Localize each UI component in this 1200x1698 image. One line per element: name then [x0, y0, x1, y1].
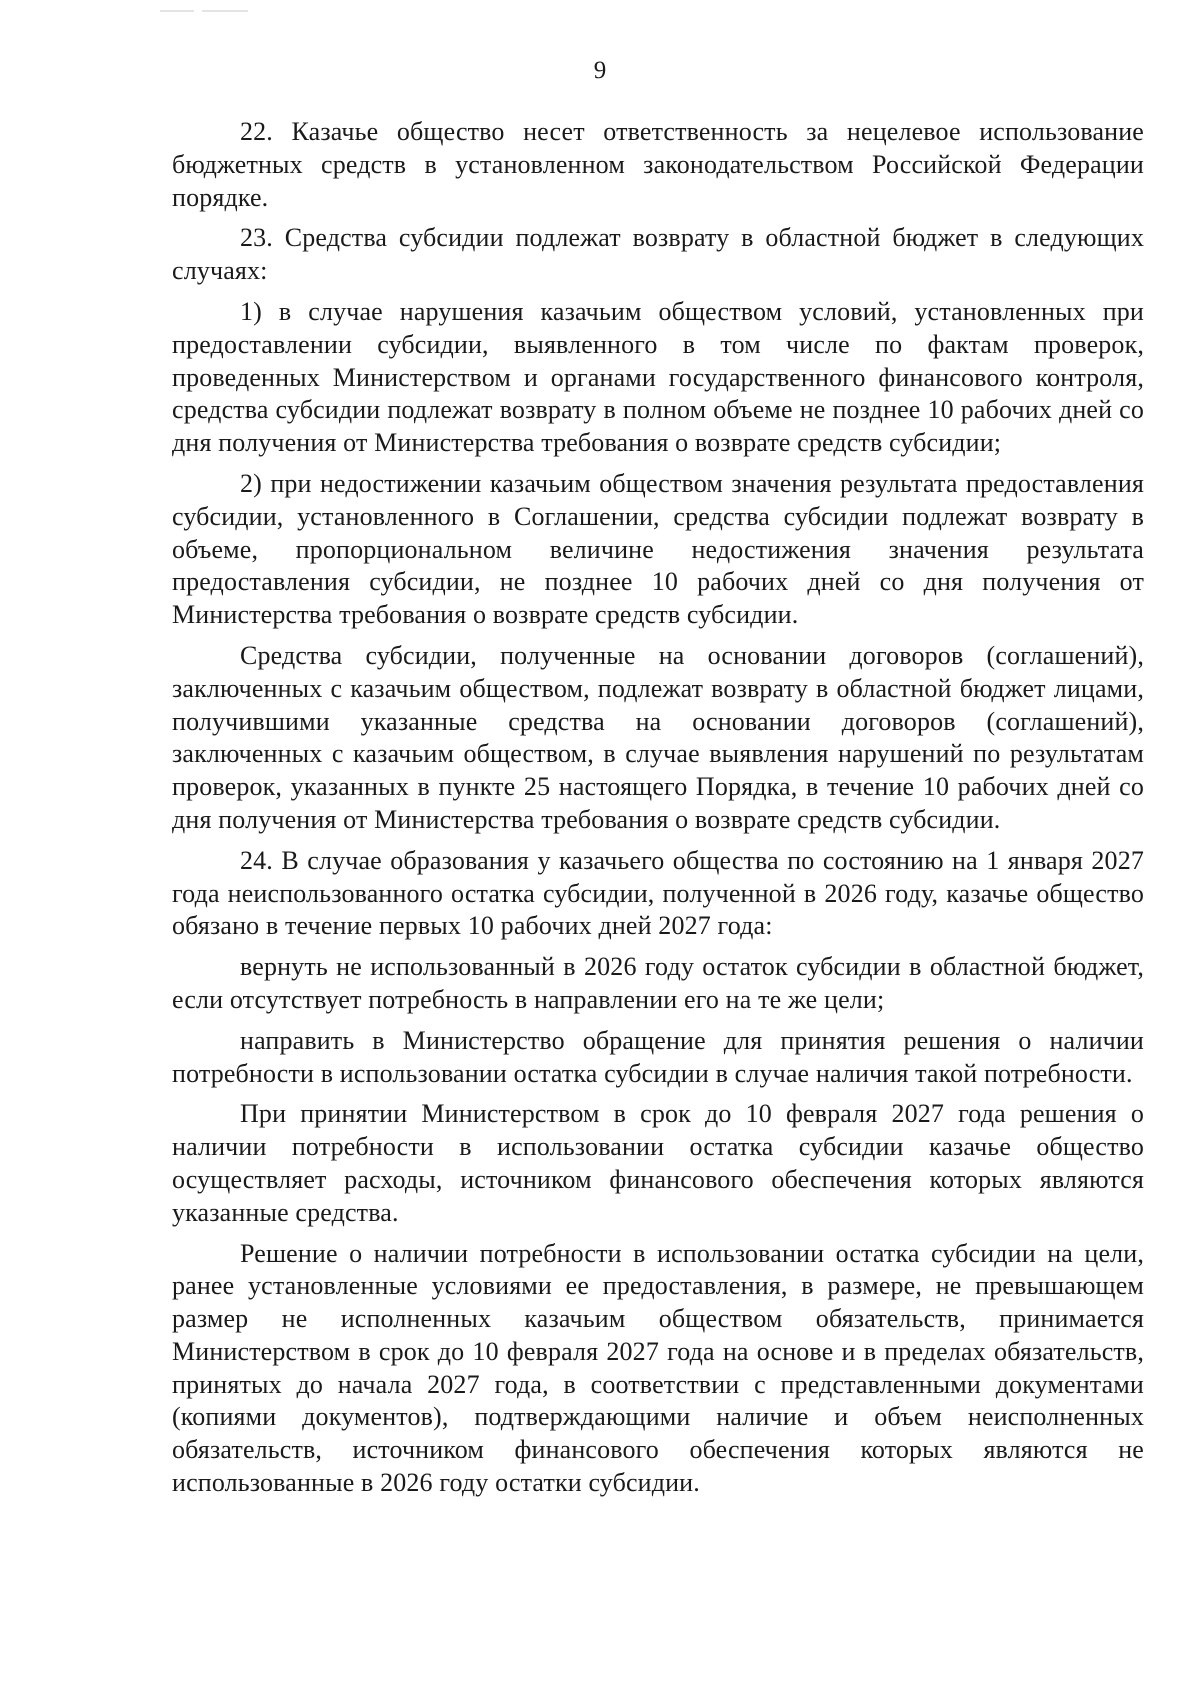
paragraph-23-item-2: 2) при недостижении казачьим обществом значения результата предоставления субсидии, установленного в Соглашении, средства субсидии подлежат возврату в объеме, пропорциональном величине недостижения значения результата предоставления субсидии, не позднее 10 рабочих дней со дня получения от Министерства требования о возврате средств субсидии.	[172, 468, 1144, 630]
paragraph-23: 23. Средства субсидии подлежат возврату в областной бюджет в следующих случаях:	[172, 223, 1144, 286]
paragraph-24: 24. В случае образования у казачьего общества по состоянию на 1 января 2027 года неиспользованного остатка субсидии, полученной в 2026 году, казачье общество обязано в течение первых 10 рабочих дней 2027 года:	[172, 845, 1144, 941]
paragraph-24-decision: При принятии Министерством в срок до 10 февраля 2027 года решения о наличии потребности в использовании остатка субсидии казачье общество осуществляет расходы, источником финансового обеспечения которых являются указанные средства.	[172, 1099, 1144, 1227]
page-number: 9	[593, 57, 607, 84]
document-body	[172, 116, 1144, 1500]
paragraph-23-contracts: Средства субсидии, полученные на основании договоров (соглашений), заключенных с казачьим обществом, подлежат возврату в областной бюджет лицами, получившими указанные средства на основании договоров (соглашений), заключенных с казачьим обществом, в случае выявления нарушений по результатам проверок, указанных в пункте 25 настоящего Порядка, в течение 10 рабочих дней со дня получения от Министерства требования о возврате средств субсидии.	[172, 640, 1144, 834]
paragraph-24-request: направить в Министерство обращение для принятия решения о наличии потребности в использовании остатка субсидии в случае наличия такой потребности.	[172, 1025, 1144, 1088]
paragraph-22: 22. Казачье общество несет ответственность за нецелевое использование бюджетных средств в установленном законодательством Российской Федерации порядке.	[172, 117, 1144, 212]
paragraph-24-return: вернуть не использованный в 2026 году остаток субсидии в областной бюджет, если отсутствует потребность в направлении его на те же цели;	[172, 952, 1144, 1014]
paragraph-24-decision-details: Решение о наличии потребности в использовании остатка субсидии на цели, ранее установленные условиями ее предоставления, в размере, не превышающем размер не исполненных казачьим обществом обязательств, принимается Министерством в срок до 10 февраля 2027 года на основе и в пределах обязательств, принятых до начала 2027 года, в соответствии с представленными документами (копиями документов), подтверждающими наличие и объем неисполненных обязательств, источником финансового обеспечения которых являются не использованные в 2026 году остатки субсидии.	[172, 1238, 1144, 1498]
scan-artifact	[160, 10, 270, 18]
paragraph-23-item-1: 1) в случае нарушения казачьим обществом условий, установленных при предоставлении субсидии, выявленного в том числе по фактам проверок, проведенных Министерством и органами государственного финансового контроля, средства субсидии подлежат возврату в полном объеме не позднее 10 рабочих дней со дня получения от Министерства требования о возврате средств субсидии;	[172, 296, 1144, 458]
